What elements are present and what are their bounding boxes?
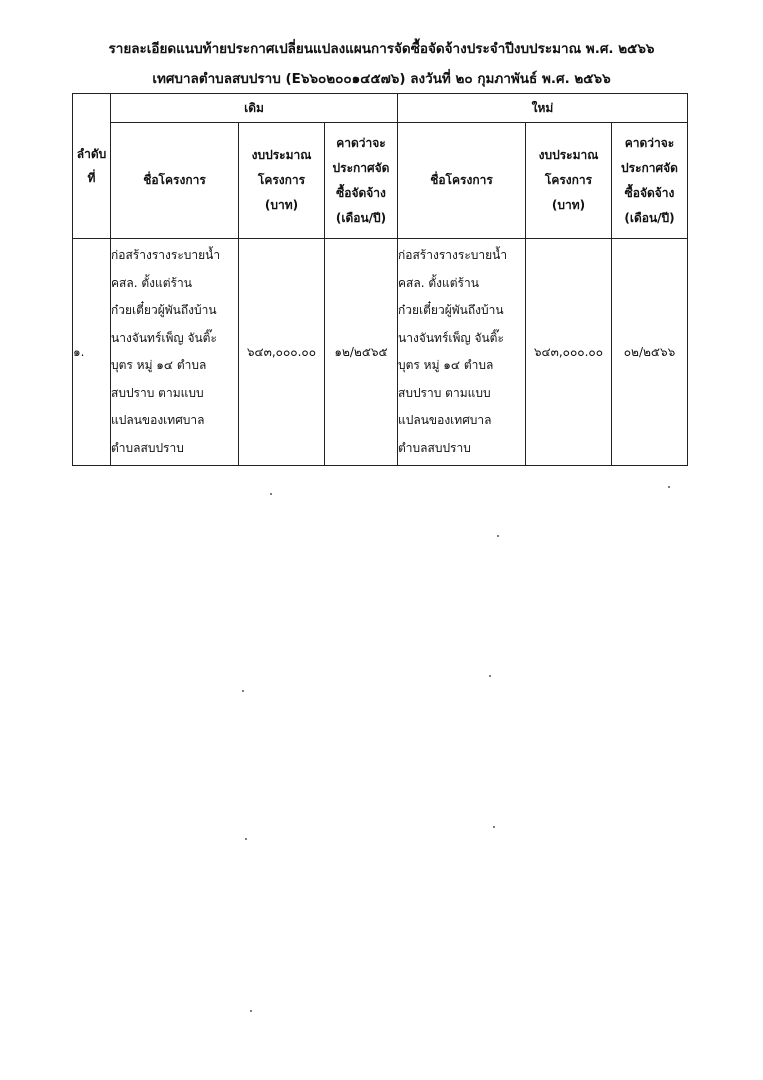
new-budget-value: ๖๔๓,๐๐๐.๐๐ — [526, 239, 612, 466]
new-announce-header: คาดว่าจะ ประกาศจัด ซื้อจัดจ้าง (เดือน/ปี) — [612, 123, 688, 239]
original-group-header: เดิม — [111, 94, 398, 123]
original-announce-header: คาดว่าจะ ประกาศจัด ซื้อจัดจ้าง (เดือน/ปี) — [325, 123, 398, 239]
original-budget-value: ๖๔๓,๐๐๐.๐๐ — [239, 239, 325, 466]
scan-speck — [497, 535, 499, 537]
document-title-line-1: รายละเอียดแนบท้ายประกาศเปลี่ยนแปลงแผนการจัดซื้อจัดจ้างประจำปีงบประมาณ พ.ศ. ๒๕๖๖ — [108, 41, 655, 57]
scan-speck — [668, 486, 670, 488]
new-project-name: ก่อสร้างรางระบายน้ำ คสล. ตั้งแต่ร้าน ก๋วยเตี๋ยวผู้พันถึงบ้าน นางจันทร์เพ็ญ จันติ๊ะ บุตร หมู่ ๑๔ ตำบล สบปราบ ตามแบบ แปลนของเทศบาล ตำบลสบปราบ — [398, 239, 526, 466]
table-row — [73, 239, 688, 466]
new-announce-date: ๐๒/๒๕๖๖ — [612, 239, 688, 466]
row-sequence: ๑. — [73, 239, 111, 466]
new-project-name-header: ชื่อโครงการ — [398, 123, 526, 239]
new-budget-header: งบประมาณ โครงการ (บาท) — [526, 123, 612, 239]
index-header-label-2: ที่ — [87, 171, 96, 185]
document-title-line-2: เทศบาลตำบลสบปราบ (E๖๖๐๒๐๐๑๔๕๗๖) ลงวันที่ ๒๐ กุมภาพันธ์ พ.ศ. ๒๕๖๖ — [152, 71, 611, 87]
scan-speck — [245, 838, 247, 840]
original-announce-date: ๑๒/๒๕๖๕ — [325, 239, 398, 466]
scan-speck — [493, 826, 495, 828]
original-budget-header: งบประมาณ โครงการ (บาท) — [239, 123, 325, 239]
original-project-name-header: ชื่อโครงการ — [111, 123, 239, 239]
scan-speck — [242, 690, 244, 692]
index-header — [73, 94, 111, 239]
index-header-label-1: ลำดับ — [76, 147, 107, 161]
original-project-name: ก่อสร้างรางระบายน้ำ คสล. ตั้งแต่ร้าน ก๋วยเตี๋ยวผู้พันถึงบ้าน นางจันทร์เพ็ญ จันติ๊ะ บุตร หมู่ ๑๔ ตำบล สบปราบ ตามแบบ แปลนของเทศบาล ตำบลสบปราบ — [111, 239, 239, 466]
new-group-header: ใหม่ — [398, 94, 688, 123]
scan-speck — [270, 493, 272, 495]
scan-speck — [489, 675, 491, 677]
procurement-change-table — [72, 93, 688, 466]
scan-speck — [250, 1010, 252, 1012]
